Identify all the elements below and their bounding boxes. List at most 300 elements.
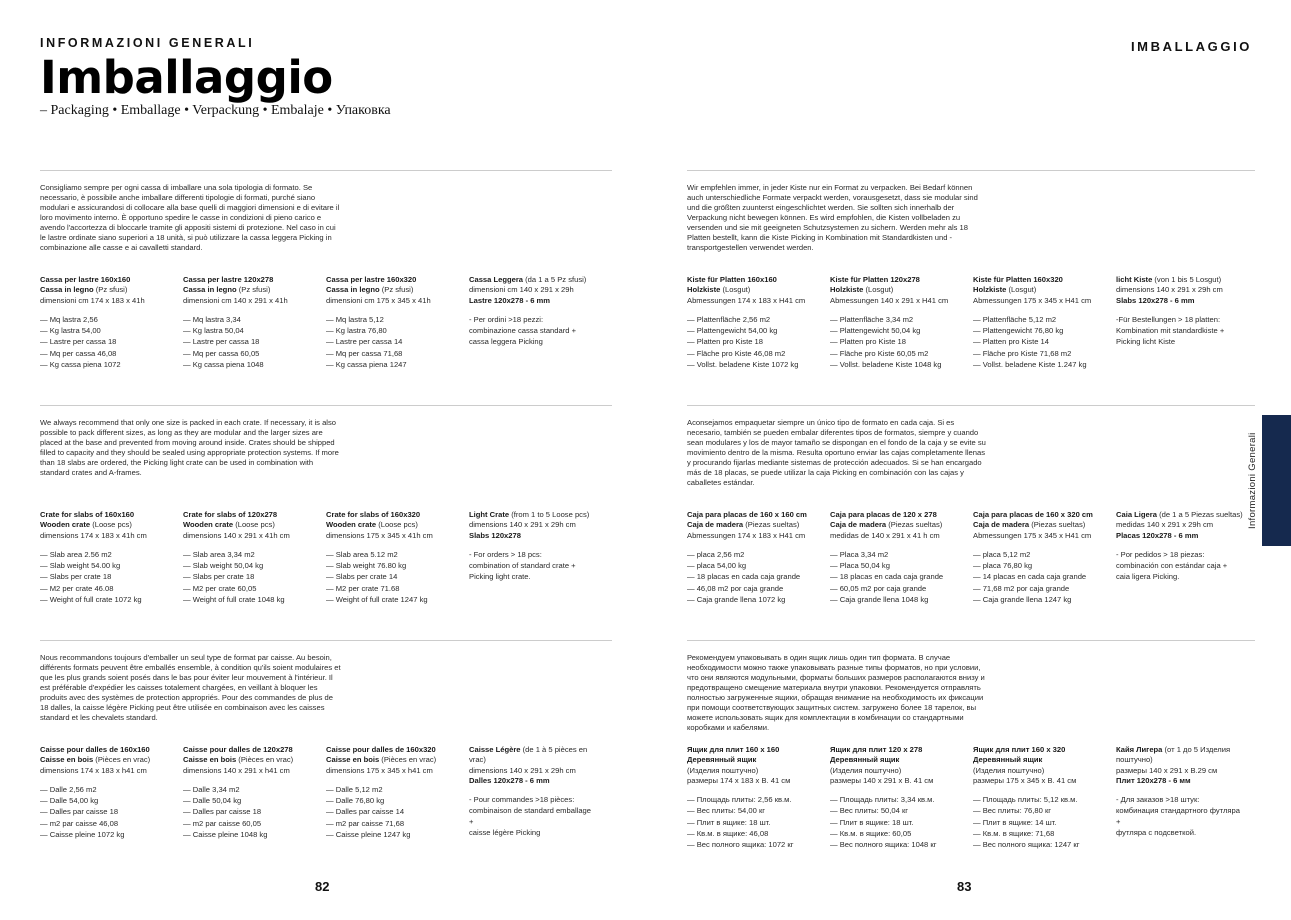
spec-item: — Caja grande llena 1048 kg xyxy=(830,594,929,604)
side-tab-marker xyxy=(1262,415,1291,546)
language-section xyxy=(40,640,612,875)
column-header-line xyxy=(183,520,311,530)
spec-item: — placa 2,56 m2 xyxy=(687,549,745,559)
spec-item: - Por pedidos > 18 piezas: xyxy=(1116,549,1205,559)
header-regular-text: dimensions 140 x 291 x 29h cm xyxy=(469,520,576,530)
column-header-line xyxy=(830,296,958,306)
spec-item: — Weight of full crate 1048 kg xyxy=(183,594,285,604)
column-header xyxy=(1116,510,1244,541)
spec-item: — placa 54,00 kg xyxy=(687,561,747,570)
spec-item-list xyxy=(183,550,311,605)
spec-column xyxy=(973,510,1101,606)
spec-item: — Вес плиты: 76,80 кг xyxy=(973,806,1052,816)
header-bold-text: Cassa per lastre 160x160 xyxy=(40,275,131,284)
column-header xyxy=(830,275,958,306)
spec-column xyxy=(326,745,454,841)
spec-item: — Dalle 2,56 m2 xyxy=(40,784,97,794)
header-regular-text: (Изделия поштучно) xyxy=(973,765,1045,775)
spec-item: — 46,08 m2 por caja grande xyxy=(687,583,784,593)
spec-column xyxy=(830,510,958,606)
header-bold-text: Деревянный ящик xyxy=(973,755,1043,765)
column-header-line xyxy=(687,520,815,530)
spec-item-list xyxy=(830,315,958,370)
spec-item: — Кв.м. в ящике: 71,68 xyxy=(973,828,1055,838)
header-bold-text: Kiste für Platten 160x320 xyxy=(973,275,1063,284)
column-header xyxy=(687,745,815,786)
spec-item-list xyxy=(1116,315,1244,348)
column-header-line xyxy=(1116,296,1244,306)
spec-item-list xyxy=(326,315,454,370)
column-header-line xyxy=(830,745,958,755)
spec-item: — Fläche pro Kiste 60,05 m2 xyxy=(830,348,929,358)
column-header-line xyxy=(469,510,597,520)
language-section xyxy=(40,405,612,640)
intro-paragraph: We always recommend that only one size is packed in each crate. If necessary, it is also possible to pack different sizes, as long as they are modular and the larger sizes are placed at the base and prevented from moving around inside. Crates should be shipped filled to capacity and they should be sealed using appropriate protection systems. If more than 18 slabs are ordered, the Picking light crate can be used in combination with standard crates and A-frames. xyxy=(40,418,339,478)
column-header xyxy=(469,745,597,786)
header-bold-text: Caja de madera xyxy=(687,520,744,530)
header-bold-text: Wooden crate xyxy=(326,520,377,530)
column-header xyxy=(469,510,597,541)
column-header-line xyxy=(326,766,454,776)
header-bold-text: Holzkiste xyxy=(687,285,721,295)
intro-paragraph: Aconsejamos empaquetar siempre un único tipo de formato en cada caja. Si es necesario, también se pueden embalar diferentes tipos de formatos, siempre y cuando sean modulares y los de mayor tamaño se dispongan en el fondo de la caja y se evite su movimiento dentro de la misma. Resulta oportuno enviar las cajas completamente llenas y procurando fijarlas mediante sistemas de protección adecuados. Si se han encargado más de 18 placas, se puede utilizar la caja Picking en combinación con las cajas y caballetes estándar. xyxy=(687,418,986,488)
header-bold-text: Ящик для плит 160 x 160 xyxy=(687,745,780,754)
column-header xyxy=(830,510,958,541)
column-header-line xyxy=(1116,531,1244,541)
spec-column xyxy=(326,275,454,371)
column-header-line xyxy=(40,296,168,306)
header-regular-text: (Pz sfusi) xyxy=(379,285,414,295)
masthead xyxy=(40,36,391,119)
column-header xyxy=(326,745,454,776)
column-header-line xyxy=(40,745,168,755)
spec-item-list xyxy=(973,795,1101,850)
header-regular-text: (da 1 a 5 Pz sfusi) xyxy=(523,275,587,284)
column-header-line xyxy=(1116,776,1244,786)
column-header-line xyxy=(469,520,597,530)
spec-item: — Вес полного ящика: 1247 кг xyxy=(973,840,1080,849)
spec-column xyxy=(1116,745,1244,851)
spec-item: — Caisse pleine 1072 kg xyxy=(40,829,125,839)
spec-item: - For orders > 18 pcs: xyxy=(469,549,542,559)
spec-item-list xyxy=(1116,795,1244,838)
spec-item-list xyxy=(40,550,168,605)
header-regular-text: medidas 140 x 291 x 29h cm xyxy=(1116,520,1214,530)
spec-item: cassa leggera Picking xyxy=(469,337,543,347)
header-bold-text: Caisse en bois xyxy=(326,755,380,765)
header-bold-text: Caia Ligera xyxy=(1116,510,1157,519)
column-header-line xyxy=(183,531,311,541)
header-regular-text: (Piezas sueltas) xyxy=(886,520,943,530)
column-header-line xyxy=(830,275,958,285)
spec-item: — Kg lastra 54,00 xyxy=(40,326,101,335)
spec-item: — Dalle 54,00 kg xyxy=(40,796,99,805)
header-bold-text: Holzkiste xyxy=(973,285,1007,295)
spec-item: combinaison de standard emballage + xyxy=(469,806,592,826)
column-header xyxy=(687,510,815,541)
column-header-line xyxy=(40,755,168,765)
header-bold-text: Crate for slabs of 120x278 xyxy=(183,510,278,519)
header-regular-text: (de 1 à 5 pièces en vrac) xyxy=(469,745,588,765)
header-bold-text: Cassa per lastre 120x278 xyxy=(183,275,274,284)
header-bold-text: Caja para placas de 120 x 278 xyxy=(830,510,937,519)
spec-item: — Plattengewicht 76,80 kg xyxy=(973,326,1064,335)
header-bold-text: Wooden crate xyxy=(40,520,91,530)
spec-column xyxy=(973,275,1101,371)
page-number-left: 82 xyxy=(315,879,330,894)
header-regular-text: (Piezas sueltas) xyxy=(743,520,800,530)
header-regular-text: (Losgut) xyxy=(863,285,894,295)
language-section xyxy=(687,640,1255,875)
spec-item: — 14 placas en cada caja grande xyxy=(973,572,1087,582)
header-regular-text: medidas de 140 x 291 x 41 h cm xyxy=(830,530,940,540)
spec-item: — Вес полного ящика: 1072 кг xyxy=(687,840,794,849)
header-regular-text: dimensions 140 x 291 x 29h cm xyxy=(1116,285,1223,295)
spec-item: — Mq lastra 3,34 xyxy=(183,314,241,324)
column-header-line xyxy=(973,745,1101,755)
column-header-line xyxy=(183,510,311,520)
spec-item: — Mq per cassa 46,08 xyxy=(40,348,117,358)
column-header-line xyxy=(973,520,1101,530)
column-header-line xyxy=(469,766,597,776)
header-regular-text: dimensions 175 x 345 x h41 cm xyxy=(326,765,433,775)
spec-item-list xyxy=(326,785,454,840)
spec-item: — Dalle 50,04 kg xyxy=(183,796,242,805)
spec-item: — Dalles par caisse 14 xyxy=(326,807,405,817)
spec-item: — Вес плиты: 54,00 кг xyxy=(687,806,766,816)
column-header-line xyxy=(40,510,168,520)
header-regular-text: (Loose pcs) xyxy=(233,520,275,530)
column-header-line xyxy=(183,755,311,765)
column-header-line xyxy=(326,745,454,755)
header-regular-text: (Losgut) xyxy=(1006,285,1037,295)
header-regular-text: (from 1 to 5 Loose pcs) xyxy=(509,510,590,519)
spec-item: — Slab area 3,34 m2 xyxy=(183,549,255,559)
column-header-line xyxy=(326,520,454,530)
header-regular-text: размеры 174 x 183 x В. 41 см xyxy=(687,775,791,785)
header-bold-text: Cassa in legno xyxy=(40,285,94,295)
spec-item: — Caja grande llena 1072 kg xyxy=(687,594,786,604)
header-bold-text: Crate for slabs of 160x160 xyxy=(40,510,135,519)
header-bold-text: Light Crate xyxy=(469,510,510,519)
column-header xyxy=(183,510,311,541)
spec-item-list xyxy=(973,550,1101,605)
spec-item: caia ligera Picking. xyxy=(1116,572,1180,582)
column-header-line xyxy=(40,766,168,776)
header-bold-text: Placas 120x278 - 6 mm xyxy=(1116,530,1199,540)
spec-item: — M2 per crate 46.08 xyxy=(40,583,114,593)
header-regular-text: (Pièces en vrac) xyxy=(93,755,151,765)
header-bold-text: Caja de madera xyxy=(830,520,887,530)
language-section xyxy=(687,405,1255,640)
column-header-line xyxy=(40,520,168,530)
page-right xyxy=(687,170,1255,875)
spec-item: — Dalles par caisse 18 xyxy=(183,807,262,817)
spec-item: — Dalle 76,80 kg xyxy=(326,796,385,805)
spec-item: — 60,05 m2 por caja grande xyxy=(830,583,927,593)
spec-columns xyxy=(40,745,612,841)
column-header-line xyxy=(973,510,1101,520)
spec-item: — Weight of full crate 1072 kg xyxy=(40,594,142,604)
intro-paragraph: Рекомендуем упаковывать в один ящик лишь один тип формата. В случае необходимости можно также упаковывать разные типы форматов, но при условии, что они являются модульными, форматы больших размеров располагаются внизу и предотвращено смещение материала внутри упаковки. Рекомендуется отправлять полностью загруженные ящики, обращая внимание на необходимость их фиксации при помощи соответствующих защитных систем. загружено более 18 тарелок, вы можете использовать ящик для комплектации в комбинации со стандартными коробками и кабелями. xyxy=(687,653,985,733)
intro-paragraph: Consigliamo sempre per ogni cassa di imballare una sola tipologia di formato. Se necessario, è possibile anche imballare differenti tipologie di formati, purché siano modulari e assicurandosi di collocare alla base quelli di maggiori dimensioni e di evitare il loro movimento interno. È opportuno spedire le casse in condizioni di pieno carico e avendo l'accortezza di bloccarle tramite gli appositi sistemi di protezione. Nel caso in cui le lastre ordinate siano superiori a 18 unità, si può utilizzare la cassa leggera Picking in combinazione alle casse e ai cavalletti standard. xyxy=(40,183,340,253)
spec-item: — Плит в ящике: 18 шт. xyxy=(830,817,914,827)
header-bold-text: Slabs 120x278 - 6 mm xyxy=(1116,295,1195,305)
header-bold-text: Wooden crate xyxy=(183,520,234,530)
column-header xyxy=(326,275,454,306)
header-bold-text: Kiste für Platten 120x278 xyxy=(830,275,920,284)
column-header xyxy=(1116,745,1244,786)
header-regular-text: (от 1 до 5 Изделия поштучно) xyxy=(1116,745,1231,765)
column-header-line xyxy=(469,531,597,541)
header-bold-text: Crate for slabs of 160x320 xyxy=(326,510,421,519)
column-header-line xyxy=(687,776,815,786)
spec-item: — Mq lastra 5,12 xyxy=(326,314,384,324)
spec-column xyxy=(183,745,311,841)
column-header-line xyxy=(326,531,454,541)
column-header-line xyxy=(40,531,168,541)
column-header xyxy=(40,510,168,541)
column-header xyxy=(183,745,311,776)
page-title: Imballaggio xyxy=(40,51,333,104)
column-header-line xyxy=(830,755,958,765)
column-header-line xyxy=(687,296,815,306)
header-bold-text: Kiste für Platten 160x160 xyxy=(687,275,777,284)
header-bold-text: Деревянный ящик xyxy=(687,755,757,765)
header-regular-text: (Piezas sueltas) xyxy=(1029,520,1086,530)
header-regular-text: (Loose pcs) xyxy=(376,520,418,530)
column-header xyxy=(326,510,454,541)
spec-column xyxy=(1116,510,1244,606)
spec-item: — M2 per crate 71.68 xyxy=(326,583,400,593)
spec-item: — Caisse pleine 1247 kg xyxy=(326,829,411,839)
spec-item-list xyxy=(183,785,311,840)
column-header-line xyxy=(1116,766,1244,776)
language-section xyxy=(40,170,612,405)
column-header-line xyxy=(973,755,1101,765)
intro-paragraph: Wir empfehlen immer, in jeder Kiste nur ein Format zu verpacken. Bei Bedarf können auch unterschiedliche Formate verpackt werden, vorausgesetzt, dass sie modular sind und die größten zuunterst eingeschlichtet werden. Sie sollten sich innerhalb der Verpackung nicht bewegen können. Es wird empfohlen, die Kisten vollbeladen zu versenden und sie mit geeigneten Schutzsystemen zu sichern. Werden mehr als 18 Platten bestellt, kann die Kiste Picking in Kombination mit Standardkisten und -transportgestellen verwendet werden. xyxy=(687,183,978,253)
header-regular-text: (Losgut) xyxy=(720,285,751,295)
header-regular-text: (Pz sfusi) xyxy=(93,285,128,295)
spec-item: — Vollst. beladene Kiste 1072 kg xyxy=(687,359,799,369)
header-regular-text: Abmessungen 174 x 183 x H41 cm xyxy=(687,530,806,540)
header-bold-text: Caja de madera xyxy=(973,520,1030,530)
spec-item: — Плит в ящике: 18 шт. xyxy=(687,817,771,827)
spec-item: — placa 76,80 kg xyxy=(973,561,1033,570)
header-regular-text: (Pièces en vrac) xyxy=(379,755,437,765)
spec-item: — Slabs per crate 18 xyxy=(40,572,112,582)
column-header xyxy=(40,275,168,306)
spec-column xyxy=(687,745,815,851)
spec-item: caisse légère Picking xyxy=(469,827,541,837)
column-header-line xyxy=(973,296,1101,306)
header-bold-text: Кайя Лигера xyxy=(1116,745,1163,754)
column-header-line xyxy=(40,285,168,295)
header-bold-text: Caisse Légère xyxy=(469,745,521,754)
header-regular-text: dimensioni cm 174 x 183 x 41h xyxy=(40,295,145,305)
page-left xyxy=(40,170,612,875)
spec-item: — placa 5,12 m2 xyxy=(973,549,1031,559)
spec-item: — Platten pro Kiste 14 xyxy=(973,337,1049,347)
header-bold-text: Caja para placas de 160 x 320 cm xyxy=(973,510,1093,519)
spec-item: — Kg cassa piena 1072 xyxy=(40,359,121,369)
header-regular-text: (Loose pcs) xyxy=(90,520,132,530)
spec-item: -Für Bestellungen > 18 platten: xyxy=(1116,314,1221,324)
spec-item: — Weight of full crate 1247 kg xyxy=(326,594,428,604)
column-header-line xyxy=(830,531,958,541)
spec-item: комбинация стандартного футляра + xyxy=(1116,806,1240,826)
spec-item: — Plattenfläche 2,56 m2 xyxy=(687,314,771,324)
spec-column xyxy=(469,745,597,841)
header-bold-text: Cassa Leggera xyxy=(469,275,524,284)
spec-item: - Per ordini >18 pezzi: xyxy=(469,314,544,324)
spec-item: — Kg lastra 76,80 xyxy=(326,326,387,335)
spec-item: — Slab weight 76.80 kg xyxy=(326,561,407,570)
spec-column xyxy=(973,745,1101,851)
spec-item: — Platten pro Kiste 18 xyxy=(830,337,906,347)
column-header xyxy=(40,745,168,776)
column-header-line xyxy=(326,275,454,285)
column-header-line xyxy=(973,766,1101,776)
spec-item: — Mq lastra 2,56 xyxy=(40,314,98,324)
spec-item: — Dalles par caisse 18 xyxy=(40,807,119,817)
spec-column xyxy=(469,510,597,606)
header-regular-text: (von 1 bis 5 Losgut) xyxy=(1152,275,1222,284)
spec-column xyxy=(469,275,597,371)
column-header-line xyxy=(687,275,815,285)
spec-item: — 18 placas en cada caja grande xyxy=(830,572,944,582)
column-header-line xyxy=(687,510,815,520)
spec-item: — Dalle 5,12 m2 xyxy=(326,784,383,794)
spec-item: — Вес полного ящика: 1048 кг xyxy=(830,840,937,849)
spec-column xyxy=(687,275,815,371)
column-header-line xyxy=(973,285,1101,295)
column-header-line xyxy=(469,285,597,295)
column-header-line xyxy=(687,285,815,295)
spec-column xyxy=(183,510,311,606)
spec-column xyxy=(40,275,168,371)
running-head: IMBALLAGGIO xyxy=(1130,39,1252,54)
header-bold-text: Caisse pour dalles de 160x320 xyxy=(326,745,436,754)
column-header xyxy=(973,745,1101,786)
spec-column xyxy=(40,745,168,841)
header-regular-text: (de 1 a 5 Piezas sueltas) xyxy=(1156,510,1243,519)
spec-item: - Pour commandes >18 pièces: xyxy=(469,795,575,804)
column-header-line xyxy=(830,520,958,530)
spec-item: — Slab area 2.56 m2 xyxy=(40,549,112,559)
header-bold-text: Caisse en bois xyxy=(183,755,237,765)
header-regular-text: dimensioni cm 175 x 345 x 41h xyxy=(326,295,431,305)
column-header-line xyxy=(326,510,454,520)
header-regular-text: (Pz sfusi) xyxy=(236,285,271,295)
header-regular-text: (Изделия поштучно) xyxy=(830,765,902,775)
column-header-line xyxy=(469,275,597,285)
header-regular-text: Abmessungen 174 x 183 x H41 cm xyxy=(687,295,806,305)
header-bold-text: Деревянный ящик xyxy=(830,755,900,765)
header-bold-text: licht Kiste xyxy=(1116,275,1153,284)
header-bold-text: Cassa in legno xyxy=(326,285,380,295)
spec-item: — Plattenfläche 5,12 m2 xyxy=(973,314,1057,324)
spec-item-list xyxy=(40,315,168,370)
column-header-line xyxy=(469,745,597,766)
column-header-line xyxy=(687,755,815,765)
spec-item: — M2 per crate 60,05 xyxy=(183,583,257,593)
spec-item-list xyxy=(830,550,958,605)
spec-item-list xyxy=(973,315,1101,370)
spec-item: — Кв.м. в ящике: 46,08 xyxy=(687,828,769,838)
spec-item: — Lastre per cassa 18 xyxy=(183,337,260,347)
spec-columns xyxy=(687,275,1255,371)
spec-item: Picking light crate. xyxy=(469,572,531,582)
column-header-line xyxy=(973,275,1101,285)
column-header-line xyxy=(1116,745,1244,766)
column-header xyxy=(973,510,1101,541)
spec-item: — Slab weight 54.00 kg xyxy=(40,561,121,570)
spec-item: — Slab weight 50,04 kg xyxy=(183,561,264,570)
spec-columns xyxy=(687,510,1255,606)
column-header-line xyxy=(183,285,311,295)
header-regular-text: Abmessungen 140 x 291 x H41 cm xyxy=(830,295,949,305)
spec-item: — Mq per cassa 60,05 xyxy=(183,348,260,358)
spec-column xyxy=(183,275,311,371)
spec-item: — Plattengewicht 50,04 kg xyxy=(830,326,921,335)
spec-item: — Caisse pleine 1048 kg xyxy=(183,829,268,839)
column-header-line xyxy=(183,296,311,306)
column-header xyxy=(687,275,815,306)
header-regular-text: размеры 175 x 345 x В. 41 см xyxy=(973,775,1077,785)
column-header xyxy=(183,275,311,306)
spec-item: — Plattengewicht 54,00 kg xyxy=(687,326,778,335)
column-header-line xyxy=(183,766,311,776)
spec-item: Picking licht Kiste xyxy=(1116,337,1176,347)
spec-column xyxy=(326,510,454,606)
spec-item-list xyxy=(469,315,597,348)
header-bold-text: Плит 120x278 - 6 мм xyxy=(1116,775,1191,785)
spec-item-list xyxy=(469,795,597,838)
header-bold-text: Cassa per lastre 160x320 xyxy=(326,275,417,284)
language-section xyxy=(687,170,1255,405)
spec-columns xyxy=(687,745,1255,851)
spec-columns xyxy=(40,275,612,371)
header-bold-text: Cassa in legno xyxy=(183,285,237,295)
spec-item: — Dalle 3,34 m2 xyxy=(183,784,240,794)
spec-item: — Fläche pro Kiste 46,08 m2 xyxy=(687,348,786,358)
spec-column xyxy=(687,510,815,606)
spec-item: — Caja grande llena 1247 kg xyxy=(973,594,1072,604)
column-header-line xyxy=(1116,285,1244,295)
spec-item-list xyxy=(183,315,311,370)
column-header-line xyxy=(687,766,815,776)
page-subtitle: – Packaging • Emballage • Verpackung • Embalaje • Упаковка xyxy=(40,103,391,118)
spec-item: — Площадь плиты: 5,12 кв.м. xyxy=(973,795,1078,804)
spec-item: — Placa 3,34 m2 xyxy=(830,549,889,559)
spec-item: — Vollst. beladene Kiste 1.247 kg xyxy=(973,359,1087,369)
spec-item: — m2 par caisse 60,05 xyxy=(183,818,262,828)
eyebrow-label: INFORMAZIONI GENERALI xyxy=(40,36,255,50)
column-header xyxy=(469,275,597,306)
spec-item: — Slabs per crate 18 xyxy=(183,572,255,582)
header-regular-text: dimensioni cm 140 x 291 x 29h xyxy=(469,285,574,295)
header-regular-text: dimensions 174 x 183 x h41 cm xyxy=(40,765,147,775)
spec-item: — Kg cassa piena 1247 xyxy=(326,359,407,369)
spec-item: — Вес плиты: 50,04 кг xyxy=(830,806,909,816)
spec-item: — Mq per cassa 71,68 xyxy=(326,348,403,358)
spec-item: — 18 placas en cada caja grande xyxy=(687,572,801,582)
column-header xyxy=(1116,275,1244,306)
header-regular-text: Abmessungen 175 x 345 x H41 cm xyxy=(973,530,1092,540)
spec-item: — m2 par caisse 71,68 xyxy=(326,818,405,828)
header-regular-text: dimensions 175 x 345 x 41h cm xyxy=(326,530,433,540)
